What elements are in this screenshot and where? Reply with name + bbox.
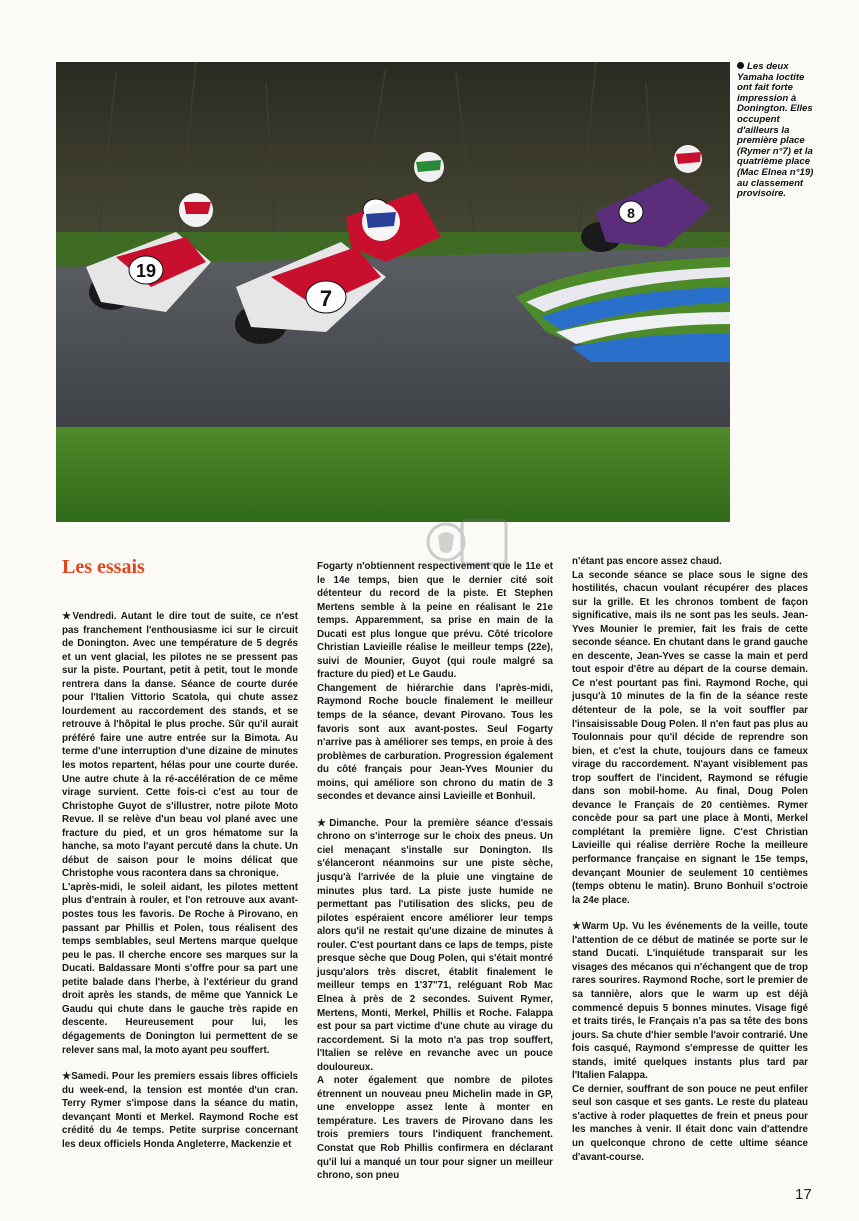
article-column-2 — [317, 560, 553, 1196]
paragraph-dimanche-cont: n'étant pas encore assez chaud. La seconde séance se place sous le signe des hostilités, chacun voulant récupérer des places sur la grille. Et les chronos tombent de façon significative, mais ils ne sont pas les seuls. Jean-Yves Mounier le premier, fait les frais de cette seconde séance. En chutant dans le grand gauche en descente, Jean-Yves se casse la main et perd tout espoir d'être au départ de la course demain. Ce n'est pourtant pas fini. Raymond Roche, qui jusqu'à 10 minutes de la fin de la séance reste détenteur de la pole, se la voit souffler par l'insaisissable Doug Polen. Il n'en faut pas plus au Toulonnais pour qu'il décide de reprendre son bien, et c'est la chute, toujours dans ce fameux virage du raccordement. N'ayant visiblement pas trop souffert de l'incident, Raymond se réfugie dans son mobil-home. Au final, Doug Polen devance le Français de 20 centièmes. Rymer concède pour sa part une place à Monti, Merkel complétant la première ligne. C'est Christian Lavieille qui réalise derrière Roche la meilleure performance française en signant le 15e temps, devançant Mounier de seulement 10 centièmes (temps obtenu le matin). Bruno Bonhuil s'octroie la 24e place. — [572, 556, 808, 906]
paragraph-samedi-cont: Fogarty n'obtiennent respectivement que le 11e et le 14e temps, bien que le dernier cité soit détenteur du record de la piste. Et Stephen Mertens semble à la peine en réalisant le 21e temps. Apparemment, sa prise en main de la Ducati est plus longue que prévu. Côté tricolore Christian Lavieille réalise le meilleur temps (22e), suivi de Mounier, Guyot (qui roule malgré sa fracture du pied) et Le Gaudu. Changement de hiérarchie dans l'après-midi, Raymond Roche boucle finalement le meilleur temps de la séance, devant Pirovano. Tous les favoris sont aux avant-postes. Seul Fogarty n'arrive pas à améliorer ses temps, en proie à des problèmes de carburation. Progression également du côté français pour Jean-Yves Mounier du moins, qui améliore son chrono du matin de 3 secondes et devance ainsi Lavieille et Bonhuil. — [317, 561, 553, 803]
paragraph-dimanche: ★Dimanche. Pour la première séance d'essais chrono on s'interroge sur le choix des pneus. Un ciel menaçant s'installe sur Donington. Ils s'élanceront néanmoins sur une piste sèche, jusqu'à l'arrivée de la pluie une vingtaine de minutes plus tard. La piste juste humide ne permettant pas l'utilisation des slicks, peu de pilotes espéraient encore améliorer leur temps alors qu'il ne restait qu'une dizaine de minutes à rouler. C'est pourtant dans ce laps de temps, piste presque sèche que Doug Polen, qui s'était montré jusqu'alors très discret, établit finalement le meilleur temps en 1'37"71, reléguant Rob Mac Elnea à près de 2 secondes. Suivent Rymer, Mertens, Monti, Merkel, Phillis et Roche. Falappa est pour sa part victime d'une chute au virage du raccordement. Si la moto n'a pas trop souffert, l'Italien se relève en revanche avec un pouce douloureux. A noter également que nombre de pilotes étrennent un nouveau pneu Michelin made in GP, une enveloppe assez lente à monter en température. Les travers de Pirovano dans les trois premiers tours l'indiquent franchement. Constat que Rob Phillis confirmera en déclarant qu'il lui a manqué un tour pour signer un meilleur chrono, son pneu — [317, 817, 553, 1182]
page-number: 17 — [795, 1186, 812, 1203]
race-photo-illustration — [56, 62, 730, 522]
paragraph-warm-up: ★Warm Up. Vu les événements de la veille, toute l'attention de ce début de matinée se porte sur le stand Ducati. L'inquiétude transparait sur les visages des mécanos qui n'échangent que de trop rares sourires. Raymond Roche, sort le premier de sa tannière, alors que le warm up est déjà commencé depuis 5 bonnes minutes. Visage figé et traits tirés, le Français n'a pas sa tête des bons jours. Sa chute d'hier semble l'avoir contrarié. Une fois casqué, Raymond s'empresse de quitter les stands, imité quelques instants plus tard par l'Italien Falappa. Ce dernier, souffrant de son pouce ne peut enfiler seul son casque et ses gants. Le reste du plateau s'active à roder plaquettes de frein et pneus pour les manches à venir. Il était donc vain d'attendre un quelconque chrono de cette ultime séance d'avant-course. — [572, 921, 808, 1163]
article-column-1 — [62, 610, 298, 1164]
bike-number-7: 7 — [319, 286, 333, 311]
paragraph-vendredi: ★Vendredi. Autant le dire tout de suite, ce n'est pas franchement l'enthousiasme ici sur le circuit de Donington. Avec une température de 5 degrés et un vent glacial, les pilotes ne se pressent pas sur la piste. Pourtant, petit à petit, tout le monde rentrera dans la danse. Séance de courte durée pour l'Italien Vittorio Scatola, qui chute assez lourdement au raccordement des stands, et se retrouve à l'hôpital le plus proche. Sûr qu'il aurait préféré faire une autre entrée sur la Bimota. Au terme d'une interruption d'une dizaine de minutes les motos repartent, hélas pour une courte durée. Une autre chute à la ré-accélération de ce même virage survient. Cette fois-ci c'est au tour de Christophe Guyot de s'illustrer, notre pilote Moto Revue. Il se relève d'un beau vol plané avec une fracture du pied, et un gros hématome sur la hanche, sa moto l'ayant percuté dans la chute. Un début de saison pour le moins délicat que Christophe vous racontera dans sa chronique. L'après-midi, le soleil aidant, les pilotes mettent plus d'entrain à rouler, et l'on retrouve aux avant-postes tous les favoris. De Roche à Pirovano, en passant par Phillis et Polen, tous réalisent des temps semblables, seul Mertens marque quelque peu le pas. Il cherche encore ses marques sur la Ducati. Baldassare Monti s'offre pour sa part une petite balade dans l'herbe, à l'extérieur du grand droit après les stands, de même que Yannick Le Gaudu qui chute dans le gauche très rapide en descente. Heureusement pour lui, les dégagements de Donington lui permettent de se relever sans mal, la moto ayant peu souffert. — [62, 611, 298, 1056]
article-column-3 — [572, 555, 808, 1177]
bullet-icon — [737, 62, 744, 69]
bike-number-19: 19 — [135, 261, 157, 281]
bike-number-8: 8 — [627, 205, 635, 221]
section-heading: Les essais — [62, 556, 145, 578]
photo-caption — [737, 62, 819, 200]
race-photo — [56, 62, 730, 522]
paragraph-samedi: ★Samedi. Pour les premiers essais libres officiels du week-end, la tension est montée d'un cran. Terry Rymer s'impose dans la séance du matin, devançant Monti et Merkel. Raymond Roche est crédité du 4e temps. Petite surprise concernant les deux officiels Honda Angleterre, Mackenzie et — [62, 1071, 298, 1150]
photo-caption-text: Les deux Yamaha loctite ont fait forte impression à Donington. Elles occupent d'ailleurs la première place (Rymer n°7) et la quatrième place (Mac Elnea n°19) au classement provisoire. — [737, 61, 814, 200]
